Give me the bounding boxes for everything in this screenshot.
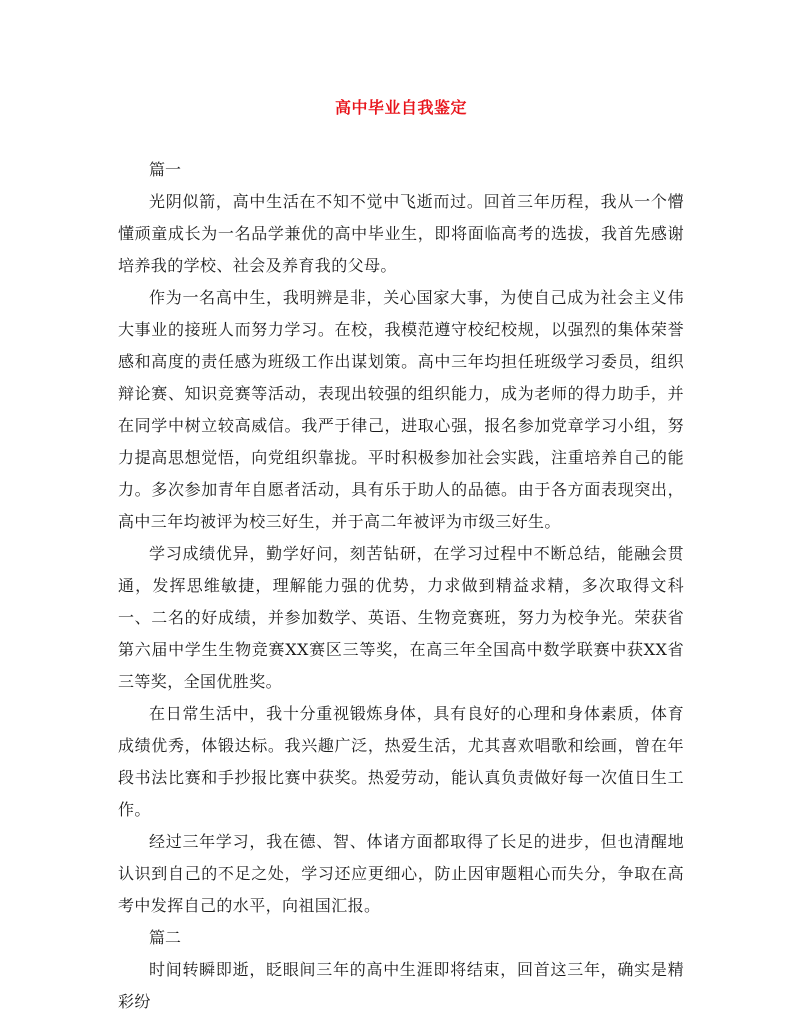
section-heading: 篇二	[149, 928, 182, 947]
document-page	[118, 96, 684, 1018]
paragraph: 经过三年学习，我在德、智、体诸方面都取得了长足的进步，但也清醒地认识到自己的不足之处，学习还应更细心，防止因审题粗心而失分，争取在高考中发挥自己的水平，向祖国汇报。	[118, 832, 684, 915]
paragraph: 光阴似箭，高中生活在不知不觉中飞逝而过。回首三年历程，我从一个懵懂顽童成长为一名品学兼优的高中毕业生，即将面临高考的选拔，我首先感谢培养我的学校、社会及养育我的父母。	[118, 192, 684, 275]
document-title: 高中毕业自我鉴定	[334, 98, 467, 117]
paragraph: 在日常生活中，我十分重视锻炼身体，具有良好的心理和身体素质，体育成绩优秀，体锻达标。我兴趣广泛，热爱生活，尤其喜欢唱歌和绘画，曾在年段书法比赛和手抄报比赛中获奖。热爱劳动，能认真负责做好每一次值日生工作。	[118, 704, 684, 819]
paragraph: 时间转瞬即逝，眨眼间三年的高中生涯即将结束，回首这三年，确实是精彩纷	[118, 960, 684, 1011]
section-1	[118, 154, 684, 922]
paragraph: 作为一名高中生，我明辨是非，关心国家大事，为使自己成为社会主义伟大事业的接班人而努力学习。在校，我模范遵守校纪校规，以强烈的集体荣誉感和高度的责任感为班级工作出谋划策。高中三年均担任班级学习委员，组织辩论赛、知识竞赛等活动，表现出较强的组织能力，成为老师的得力助手，并在同学中树立较高威信。我严于律己，进取心强，报名参加党章学习小组，努力提高思想觉悟，向党组织靠拢。平时积极参加社会实践，注重培养自己的能力。多次参加青年自愿者活动，具有乐于助人的品德。由于各方面表现突出，高中三年均被评为校三好生，并于高二年被评为市级三好生。	[118, 288, 684, 531]
section-heading: 篇一	[149, 160, 182, 179]
paragraph: 学习成绩优异，勤学好问，刻苦钻研，在学习过程中不断总结，能融会贯通，发挥思维敏捷，理解能力强的优势，力求做到精益求精，多次取得文科一、二名的好成绩，并参加数学、英语、生物竞赛班，努力为校争光。荣获省第六届中学生生物竞赛XX赛区三等奖，在高三年全国高中数学联赛中获XX省三等奖，全国优胜奖。	[118, 544, 684, 691]
section-2	[118, 922, 684, 1018]
